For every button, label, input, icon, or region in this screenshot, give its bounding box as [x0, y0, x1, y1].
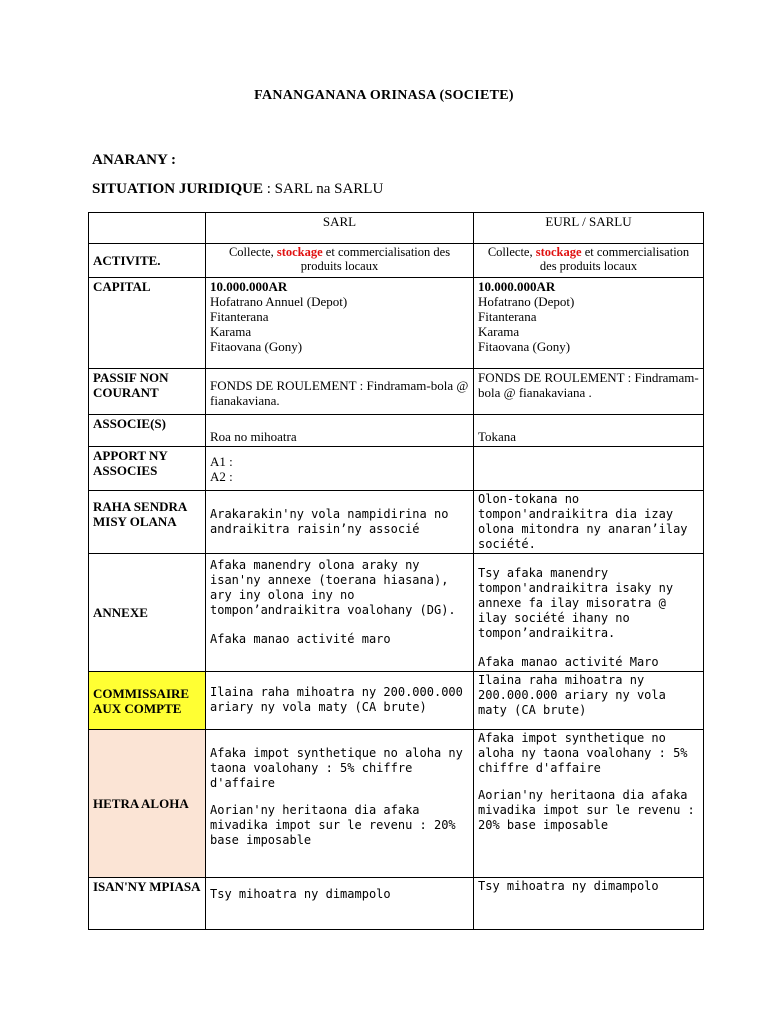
row-label-associes: ASSOCIE(S) — [89, 415, 206, 447]
row-isan — [89, 878, 704, 930]
passif-sarlu: FONDS DE ROULEMENT : Findramam-bola @ fianakaviana . — [474, 369, 704, 415]
row-hetra — [89, 730, 704, 878]
activite-sarl-highlight: stockage — [276, 245, 323, 259]
annexe-sarl — [206, 554, 474, 672]
header-empty-cell — [89, 213, 206, 244]
row-annexe — [89, 554, 704, 672]
commissaire-sarlu: Ilaina raha mihoatra ny 200.000.000 ariary ny vola maty (CA brute) — [474, 672, 704, 730]
activite-sarlu-highlight: stockage — [535, 245, 582, 259]
table-header-row — [89, 213, 704, 244]
row-label-capital: CAPITAL — [89, 278, 206, 369]
row-label-passif: PASSIF NON COURANT — [89, 369, 206, 415]
document-title: FANANGANANA ORINASA (SOCIETE) — [254, 88, 514, 103]
comparison-table — [88, 212, 704, 930]
row-apport — [89, 447, 704, 491]
row-commissaire — [89, 672, 704, 730]
activite-sarl-pre: Collecte, — [228, 245, 277, 259]
hetra-sarl — [206, 730, 474, 878]
isan-sarlu: Tsy mihoatra ny dimampolo — [474, 878, 704, 930]
row-label-isan: ISAN'NY MPIASA — [89, 878, 206, 930]
hetra-sarl-para: Afaka impot synthetique no aloha ny taona voalohany : 5% chiffre d'affaire — [210, 746, 463, 790]
row-passif — [89, 369, 704, 415]
isan-sarl: Tsy mihoatra ny dimampolo — [206, 878, 474, 930]
header-sarl: SARL — [206, 213, 474, 244]
hetra-sarl-para: Aorian'ny heritaona dia afaka mivadika impot sur le revenu : 20% base imposable — [210, 803, 456, 847]
row-associes — [89, 415, 704, 447]
annexe-sarl-para: Afaka manao activité maro — [210, 632, 391, 646]
annexe-sarl-para: Afaka manendry olona araky ny isan'ny annexe (toerana hiasana), ary iny olona iny no tompon’andraikitra voalohany (DG). — [210, 558, 456, 617]
commissaire-sarl: Ilaina raha mihoatra ny 200.000.000 ariary ny vola maty (CA brute) — [206, 672, 474, 730]
apport-a1: A1 : — [210, 454, 233, 469]
row-label-annexe: ANNEXE — [89, 554, 206, 672]
hetra-sarlu — [474, 730, 704, 878]
capital-sarlu-item: Karama — [478, 324, 520, 339]
apport-sarl — [206, 447, 474, 491]
row-label-hetra: HETRA ALOHA — [89, 730, 206, 878]
row-raha — [89, 491, 704, 554]
raha-sarl: Arakarakin'ny vola nampidirina no andraikitra raisin’ny associé — [206, 491, 474, 554]
row-label-raha: RAHA SENDRA MISY OLANA — [89, 491, 206, 554]
capital-sarlu-item: Fitanterana — [478, 309, 537, 324]
activite-sarl — [206, 244, 474, 278]
annexe-sarlu-para: Afaka manao activité Maro — [478, 655, 659, 669]
capital-sarl — [206, 278, 474, 369]
raha-sarlu: Olon-tokana no tompon'andraikitra dia izay olona mitondra ny anaran’ilay société. — [474, 491, 704, 554]
associes-sarl: Roa no mihoatra — [206, 415, 474, 447]
row-label-activite: ACTIVITE. — [89, 244, 206, 278]
situation-juridique — [92, 181, 383, 198]
activite-sarlu-pre: Collecte, — [487, 245, 536, 259]
capital-sarl-item: Karama — [210, 324, 252, 339]
capital-sarl-item: Fitanterana — [210, 309, 269, 324]
capital-sarl-item: Hofatrano Annuel (Depot) — [210, 294, 348, 309]
hetra-sarlu-para: Aorian'ny heritaona dia afaka mivadika impot sur le revenu : 20% base imposable — [478, 788, 695, 832]
hetra-sarlu-para: Afaka impot synthetique no aloha ny taona voalohany : 5% chiffre d'affaire — [478, 731, 688, 775]
situation-value: : SARL na SARLU — [263, 181, 384, 197]
apport-sarlu — [474, 447, 704, 491]
header-sarlu: EURL / SARLU — [474, 213, 704, 244]
row-label-commissaire: COMMISSAIRE AUX COMPTE — [89, 672, 206, 730]
activite-sarlu — [474, 244, 704, 278]
anarany-label: ANARANY : — [92, 152, 177, 168]
capital-sarlu-item: Hofatrano (Depot) — [478, 294, 575, 309]
associes-sarlu: Tokana — [474, 415, 704, 447]
capital-sarlu-amount: 10.000.000AR — [478, 279, 556, 294]
capital-sarl-amount: 10.000.000AR — [210, 279, 288, 294]
row-capital — [89, 278, 704, 369]
capital-sarlu-item: Fitaovana (Gony) — [478, 339, 571, 354]
situation-label: SITUATION JURIDIQUE — [92, 181, 264, 197]
capital-sarl-item: Fitaovana (Gony) — [210, 339, 303, 354]
activite-sarl-post: et commercialisation des produits locaux — [300, 245, 451, 273]
passif-sarl: FONDS DE ROULEMENT : Findramam-bola @ fianakaviana. — [206, 369, 474, 415]
capital-sarlu — [474, 278, 704, 369]
activite-sarlu-post: et commercialisation des produits locaux — [539, 245, 690, 273]
annexe-sarlu-para: Tsy afaka manendry tompon'andraikitra isaky ny annexe fa ilay misoratra @ ilay société ihany no tompon’andraikitra. — [478, 566, 674, 640]
row-label-apport: APPORT NY ASSOCIES — [89, 447, 206, 491]
annexe-sarlu — [474, 554, 704, 672]
apport-a2: A2 : — [210, 469, 233, 484]
row-activite — [89, 244, 704, 278]
